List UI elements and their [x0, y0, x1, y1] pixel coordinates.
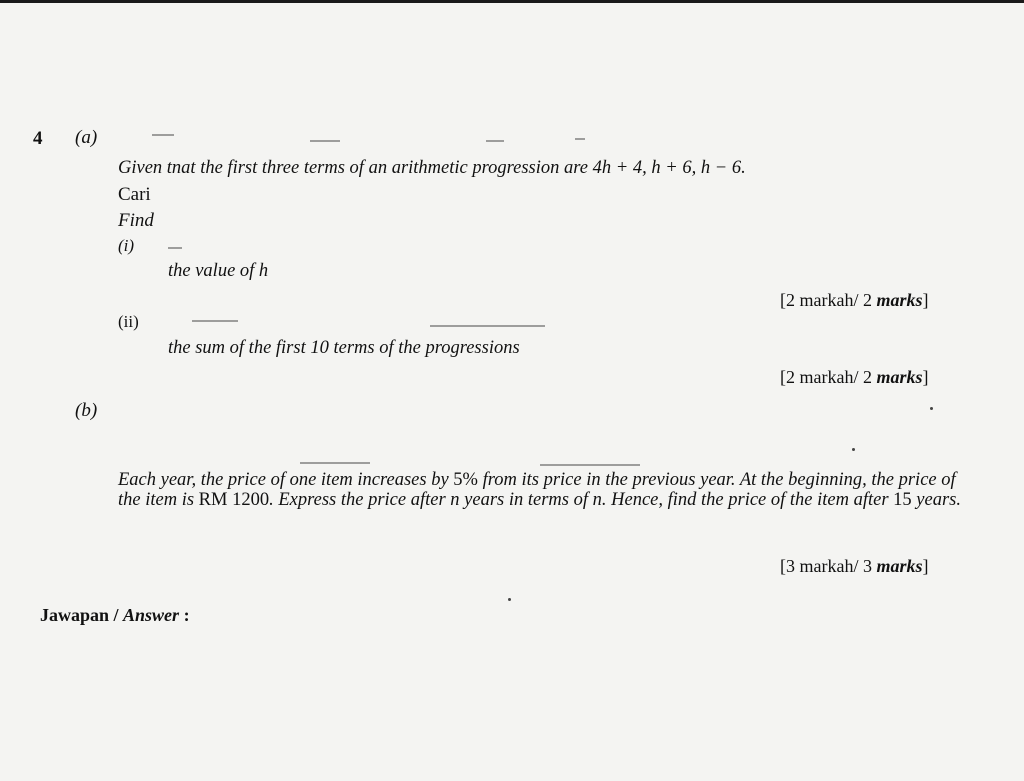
part-b-text-4: years.: [911, 490, 961, 510]
instruction-cari: Cari: [118, 184, 151, 205]
part-b-percent: 5%: [453, 470, 478, 490]
part-b-label: (b): [75, 400, 98, 421]
scan-smudge: [192, 320, 238, 322]
scan-speck: [852, 448, 855, 451]
answer-bm: Jawapan /: [40, 605, 124, 625]
part-b-marks: [780, 556, 928, 577]
marks-en: marks: [876, 290, 923, 310]
instruction-find: Find: [118, 210, 154, 231]
part-a-label: (a): [75, 127, 98, 148]
part-b-years: 15: [893, 490, 912, 510]
subpart-i-text: the value of h: [168, 261, 269, 281]
part-b-price: RM 1200: [198, 490, 270, 510]
subpart-ii-marks: [780, 367, 928, 388]
marks-close: ]: [922, 290, 929, 310]
question-number: 4: [33, 128, 43, 149]
marks-bm: [3 markah/ 3: [780, 556, 872, 576]
scan-smudge: [575, 138, 585, 140]
marks-bm: [2 markah/ 2: [780, 367, 872, 387]
marks-bm: [2 markah/ 2: [780, 290, 872, 310]
part-a-stem: Given tnat the first three terms of an arithmetic progression are 4h + 4, h + 6, h − 6.: [118, 158, 746, 178]
subpart-i-marks: [780, 290, 928, 311]
scan-smudge: [152, 134, 174, 136]
subpart-i-label: (i): [118, 236, 135, 255]
scan-smudge: [540, 464, 640, 466]
scan-smudge: [486, 140, 504, 142]
marks-en: marks: [876, 556, 923, 576]
scan-smudge: [430, 325, 545, 327]
scan-speck: [508, 598, 511, 601]
part-b-text-3: . Express the price after n years in terms of n. Hence, find the price of the item after: [269, 490, 894, 510]
scan-smudge: [168, 247, 182, 249]
marks-en: marks: [876, 367, 923, 387]
marks-close: ]: [922, 367, 929, 387]
part-b-text-1: Each year, the price of one item increases by: [118, 470, 454, 490]
answer-colon: :: [179, 605, 190, 625]
page-top-edge: [0, 0, 1024, 3]
part-b-paragraph: [118, 470, 968, 510]
marks-close: ]: [922, 556, 929, 576]
subpart-ii-label: (ii): [118, 312, 139, 331]
answer-en: Answer: [123, 605, 180, 625]
scan-smudge: [300, 462, 370, 464]
answer-label: [40, 605, 190, 626]
part-b-text-2: from its price in the previous year. At the beginning, the price of the item is: [118, 470, 956, 510]
scan-smudge: [310, 140, 340, 142]
subpart-ii-text: the sum of the first 10 terms of the progressions: [168, 338, 520, 358]
scan-speck: [930, 407, 933, 410]
